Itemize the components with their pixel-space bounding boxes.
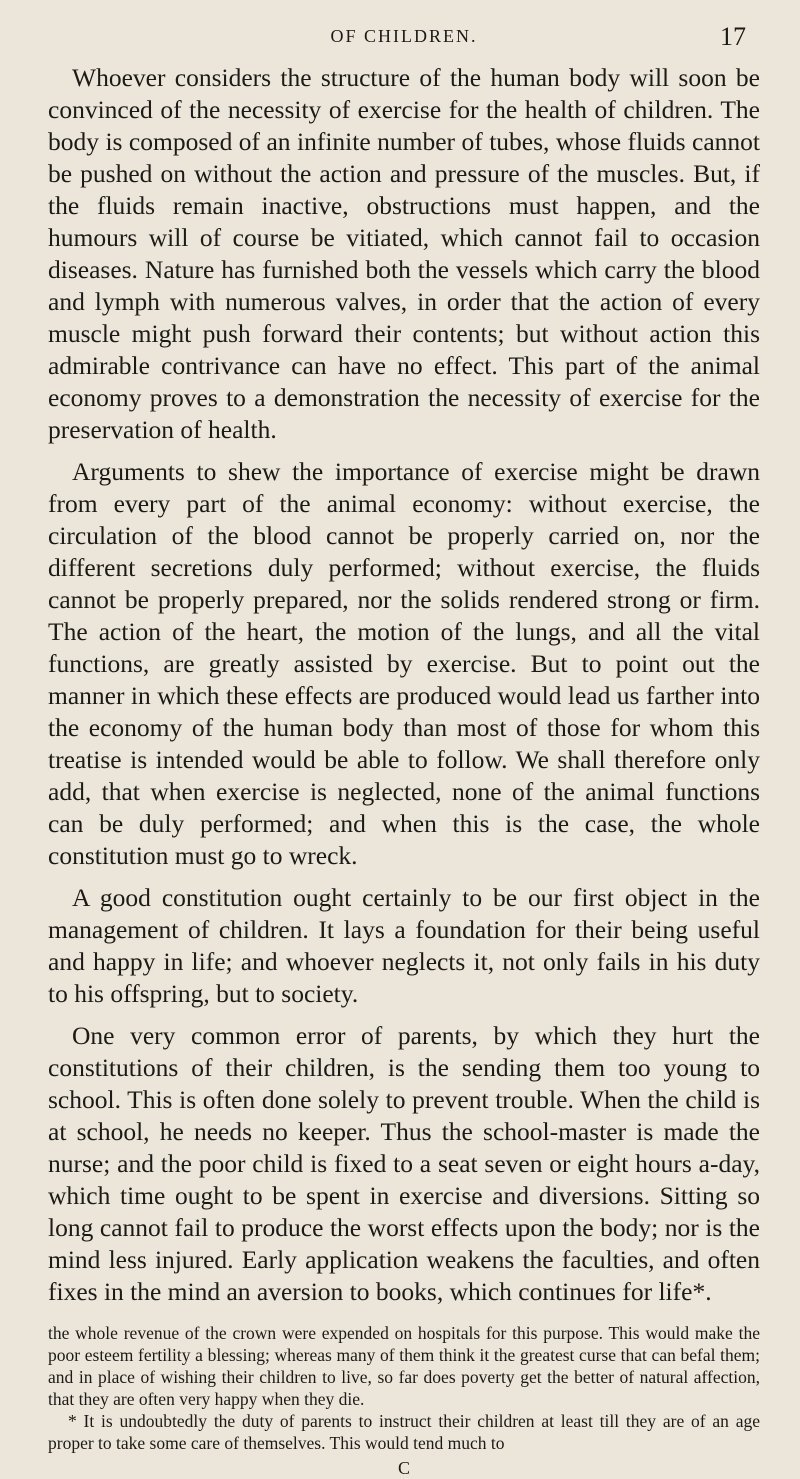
paragraph: Whoever considers the structure of the human body will soon be convinced of the necessity of exercise for the health of children. The body is composed of an infinite number of tubes, whose fluids cannot be pushed on without the action and pressure of the muscles. But, if the fluids remain inactive, obstructions must happen, and the humours will of course be vitiated, which cannot fail to occasion diseases. Nature has furnished both the vessels which carry the blood and lymph with numerous valves, in order that the action of every muscle might push forward their contents; but without action this admirable contrivance can have no effect. This part of the animal economy proves to a demonstration the necessity of exercise for the preservation of health. (48, 63, 760, 444)
running-head: OF CHILDREN. (330, 26, 478, 46)
footnote: * It is undoubtedly the duty of parents to instruct their children at least till they are of an age proper to take some care of themselves. This would tend much to (48, 1411, 760, 1453)
page-number: 17 (720, 22, 746, 51)
page-header (48, 12, 760, 62)
paragraph: Arguments to shew the importance of exercise might be drawn from every part of the animal economy: without exercise, the circulation of the blood cannot be properly carried on, nor the different secretions duly performed; without exercise, the fluids cannot be properly prepared, nor the solids rendered strong or firm. The action of the heart, the motion of the lungs, and all the vital functions, are greatly assisted by exercise. But to point out the manner in which these effects are produced would lead us farther into the economy of the human body than most of those for whom this treatise is intended would be able to follow. We shall therefore only add, that when exercise is neglected, none of the animal functions can be duly performed; and when this is the case, the whole constitution must go to wreck. (48, 457, 760, 870)
paragraph: A good constitution ought certainly to be our first object in the management of children. It lays a foundation for their being useful and happy in life; and whoever neglects it, not only fails in his duty to his offspring, but to society. (48, 883, 760, 1008)
footnotes (48, 1322, 760, 1454)
signature-mark: C (397, 1458, 410, 1478)
paragraph: One very common error of parents, by which they hurt the constitutions of their children, is the sending them too young to school. This is often done solely to prevent trouble. When the child is at school, he needs no keeper. Thus the school-master is made the nurse; and the poor child is fixed to a seat seven or eight hours a-day, which time ought to be spent in exercise and diversions. Sitting so long cannot fail to produce the worst effects upon the body; nor is the mind less injured. Early application weakens the faculties, and often fixes in the mind an aversion to books, which continues for life*. (48, 1021, 760, 1306)
main-text (48, 62, 760, 1308)
footnote: the whole revenue of the crown were expended on hospitals for this purpose. This would make the poor esteem fertility a blessing; whereas many of them think it the greatest curse that can befal them; and in place of wishing their children to live, so far does poverty get the better of natural affection, that they are often very happy when they die. (48, 1323, 760, 1409)
